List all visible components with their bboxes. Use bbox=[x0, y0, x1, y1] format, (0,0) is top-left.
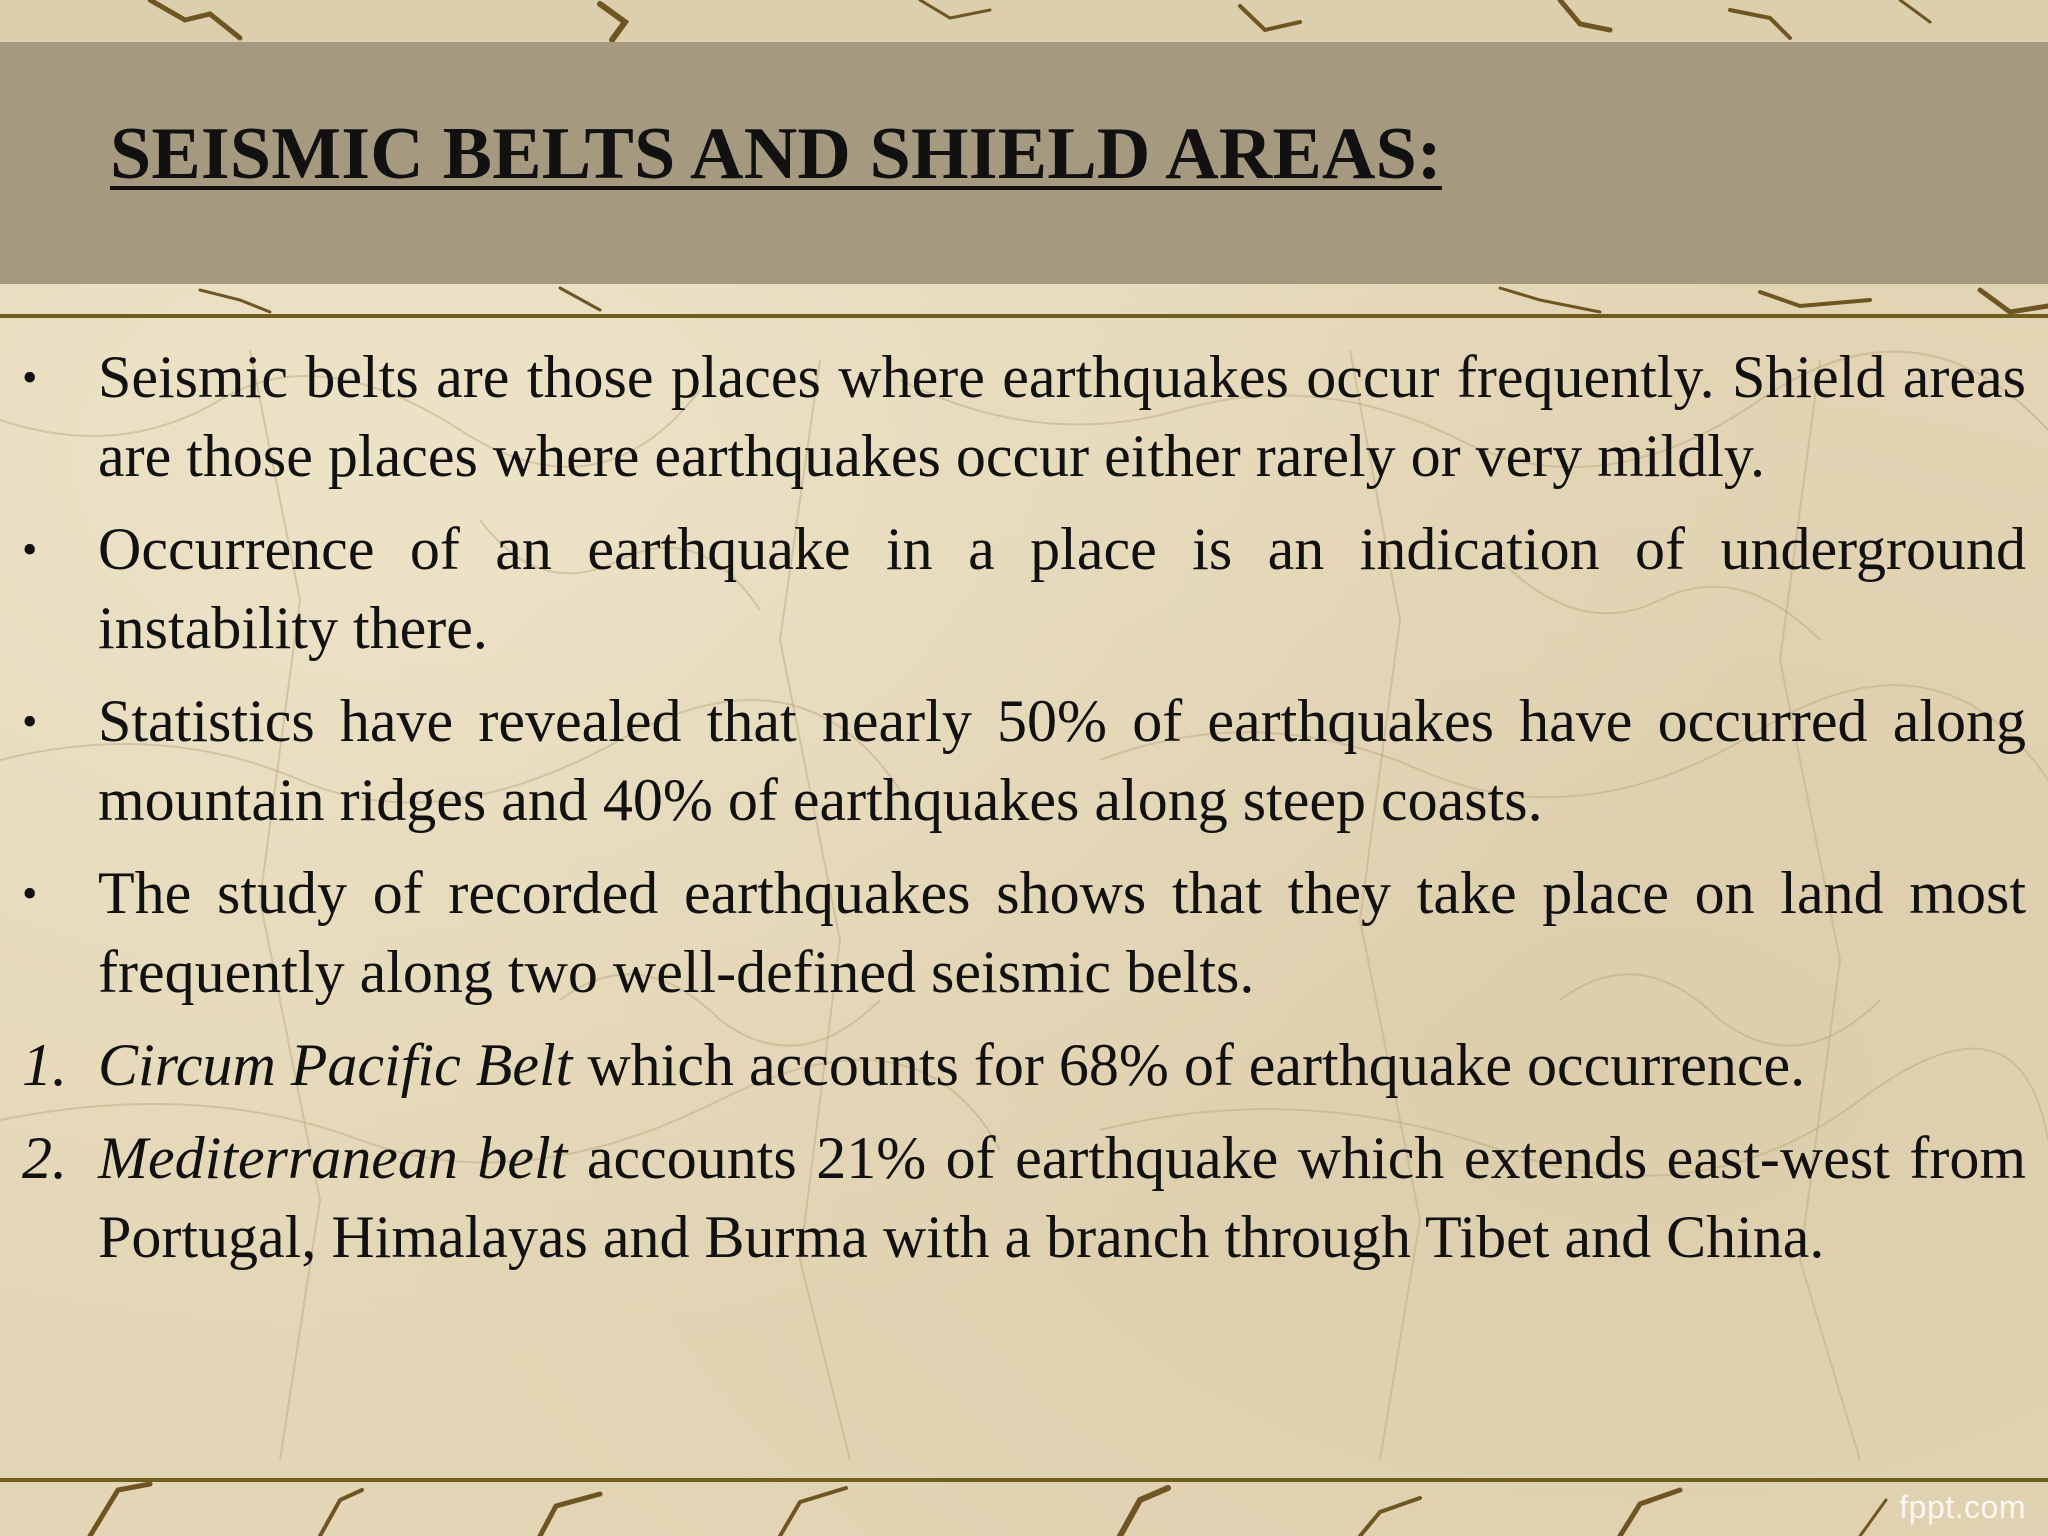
title-divider bbox=[0, 314, 2048, 318]
bullet-item bbox=[0, 338, 2048, 496]
bullet-item bbox=[0, 682, 2048, 840]
bullet-marker: • bbox=[22, 525, 38, 574]
slide-body bbox=[0, 338, 2048, 1291]
numbered-text: which accounts for 68% of earthquake occurrence. bbox=[572, 1032, 1806, 1098]
belt-name: Mediterranean belt bbox=[98, 1125, 568, 1191]
bullet-marker: • bbox=[22, 353, 38, 402]
numbered-item bbox=[0, 1026, 2048, 1105]
number-marker: 1. bbox=[22, 1032, 67, 1098]
belt-name: Circum Pacific Belt bbox=[98, 1032, 573, 1098]
numbered-text: accounts 21% of earthquake which extends east-west from Portugal, Himalayas and Burma with a branch through Tibet and China. bbox=[98, 1125, 2026, 1270]
bullet-text: The study of recorded earthquakes shows that they take place on land most frequently along two well-defined seismic belts. bbox=[98, 860, 2026, 1005]
bullet-text: Seismic belts are those places where earthquakes occur frequently. Shield areas are those places where earthquakes occur either rarely or very mildly. bbox=[98, 344, 2026, 489]
slide-title: SEISMIC BELTS AND SHIELD AREAS: bbox=[110, 113, 1442, 195]
footer-divider bbox=[0, 1478, 2048, 1482]
bullet-text: Occurrence of an earthquake in a place is an indication of underground instability there. bbox=[98, 516, 2026, 661]
bullet-marker: • bbox=[22, 697, 38, 746]
bullet-text: Statistics have revealed that nearly 50% of earthquakes have occurred along mountain ridges and 40% of earthquakes along steep coasts. bbox=[98, 688, 2026, 833]
bullet-marker: • bbox=[22, 869, 38, 918]
bullet-item bbox=[0, 510, 2048, 668]
numbered-item bbox=[0, 1119, 2048, 1277]
number-marker: 2. bbox=[22, 1125, 67, 1191]
fppt-watermark: fppt.com bbox=[1899, 1489, 2026, 1525]
bullet-item bbox=[0, 854, 2048, 1012]
